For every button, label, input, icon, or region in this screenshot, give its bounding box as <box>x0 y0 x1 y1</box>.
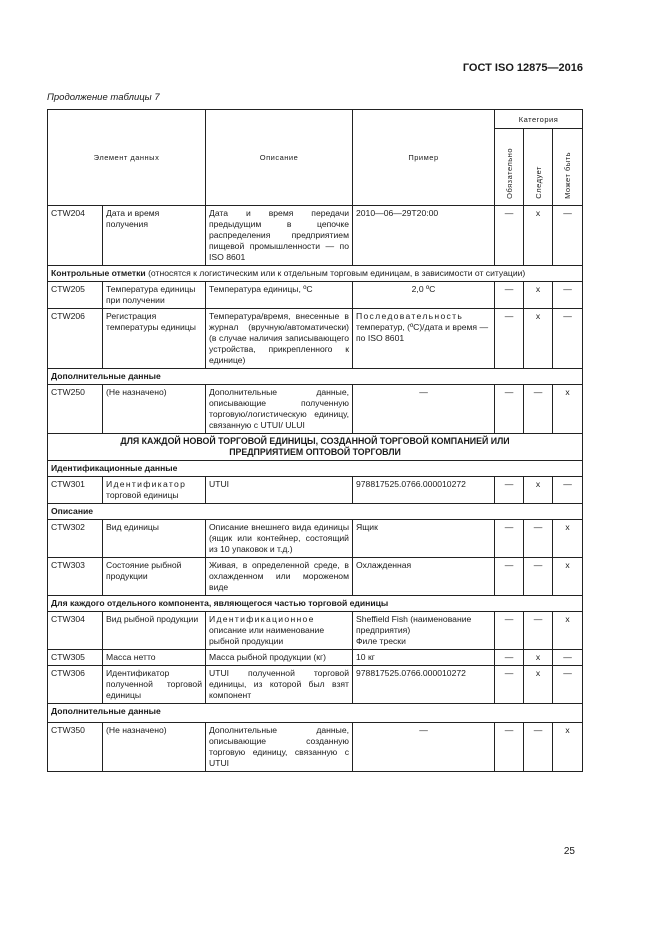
section-title: Для каждого отдельного компонента, являющегося частью торговой единицы <box>48 596 583 612</box>
cell-optional: х <box>553 723 583 772</box>
example-line: Sheffield Fish (наименование предприятия) <box>356 614 472 635</box>
cell-example: — <box>353 723 495 772</box>
cell-should: х <box>524 666 553 704</box>
cell-description: UTUI <box>206 477 353 504</box>
cell-example: 2010—06—29T20:00 <box>353 206 495 266</box>
header-description: Описание <box>206 110 353 206</box>
section-row-identification <box>48 461 583 477</box>
example-part: Последовательность <box>356 311 464 321</box>
cell-example <box>353 612 495 650</box>
cell-optional: х <box>553 612 583 650</box>
description-part: описание или наименование рыбной продукции <box>209 625 325 646</box>
cell-description: Дополнительные данные, описывающие созданную торговую единицу, связанную с UTUI <box>206 723 353 772</box>
description-part: Идентификационное <box>209 614 315 624</box>
cell-description: Температура/время, внесенные в журнал (вручную/автоматически) (в случае наличия записывающего устройства, прикрепленного к единице) <box>206 309 353 369</box>
cell-description: Дата и время передачи предыдущим в цепочке распределения предприятием пищевой промышленности — по ISO 8601 <box>206 206 353 266</box>
section-title: Дополнительные данные <box>48 369 583 385</box>
cell-code: CTW250 <box>48 385 103 434</box>
section-note: (относятся к логистическим или к отдельным торговым единицам, в зависимости от ситуации) <box>145 268 526 278</box>
cell-optional: х <box>553 520 583 558</box>
cell-optional: — <box>553 650 583 666</box>
cell-name: Дата и время получения <box>103 206 206 266</box>
cell-should: — <box>524 723 553 772</box>
cell-name <box>103 477 206 504</box>
cell-optional: — <box>553 477 583 504</box>
cell-mandatory: — <box>495 558 524 596</box>
section-row-additional-data <box>48 369 583 385</box>
cell-name: Вид единицы <box>103 520 206 558</box>
cell-description: Живая, в определенной среде, в охлажденном или мороженом виде <box>206 558 353 596</box>
cell-description: UTUI полученной торговой единицы, из которой был взят компонент <box>206 666 353 704</box>
cell-name: Регистрация температуры единицы <box>103 309 206 369</box>
name-part: Идентификатор <box>106 479 187 489</box>
table-continuation-caption: Продолжение таблицы 7 <box>47 92 160 103</box>
cell-optional: — <box>553 206 583 266</box>
example-part: температур, (ºС)/дата и время — по ISO 8601 <box>356 322 489 343</box>
cell-code: CTW304 <box>48 612 103 650</box>
cell-should: х <box>524 206 553 266</box>
cell-example: 978817525.0766.000010272 <box>353 666 495 704</box>
table-row <box>48 520 583 558</box>
page-number: 25 <box>563 846 575 857</box>
cell-name: Идентификатор полученной торговой единицы <box>103 666 206 704</box>
cell-should: х <box>524 309 553 369</box>
cell-name: Состояние рыбной продукции <box>103 558 206 596</box>
cell-should: — <box>524 520 553 558</box>
cell-description: Температура единицы, ºС <box>206 282 353 309</box>
cell-mandatory: — <box>495 206 524 266</box>
cell-description: Описание внешнего вида единицы (ящик или контейнер, состоящий из 10 упаковок и т.д.) <box>206 520 353 558</box>
cell-should: х <box>524 477 553 504</box>
section-row-description <box>48 504 583 520</box>
table-row <box>48 282 583 309</box>
table-row <box>48 477 583 504</box>
header-row <box>48 110 583 129</box>
cell-optional: — <box>553 309 583 369</box>
section-row-control-marks <box>48 266 583 282</box>
cell-mandatory: — <box>495 282 524 309</box>
cell-example: Ящик <box>353 520 495 558</box>
table-row <box>48 385 583 434</box>
section-row-component <box>48 596 583 612</box>
table-row <box>48 558 583 596</box>
cell-mandatory: — <box>495 723 524 772</box>
header-category: Категория <box>495 110 583 129</box>
cell-code: CTW302 <box>48 520 103 558</box>
header-mandatory: Обязательно <box>495 129 524 206</box>
cell-optional: х <box>553 558 583 596</box>
section-row-new-trade-unit <box>48 434 583 461</box>
cell-optional: — <box>553 282 583 309</box>
example-line: Филе трески <box>356 636 406 646</box>
section-title: Описание <box>48 504 583 520</box>
cell-code: CTW303 <box>48 558 103 596</box>
cell-code: CTW350 <box>48 723 103 772</box>
data-elements-table <box>47 109 583 772</box>
cell-name: (Не назначено) <box>103 385 206 434</box>
cell-code: CTW206 <box>48 309 103 369</box>
cell-should: х <box>524 282 553 309</box>
cell-code: CTW305 <box>48 650 103 666</box>
cell-mandatory: — <box>495 385 524 434</box>
cell-name: (Не назначено) <box>103 723 206 772</box>
cell-should: — <box>524 385 553 434</box>
cell-mandatory: — <box>495 477 524 504</box>
name-part: торговой единицы <box>106 490 179 500</box>
section-title: Идентификационные данные <box>48 461 583 477</box>
section-title: Контрольные отметки <box>51 268 146 278</box>
cell-description <box>206 612 353 650</box>
cell-code: CTW306 <box>48 666 103 704</box>
cell-should: х <box>524 650 553 666</box>
cell-mandatory: — <box>495 520 524 558</box>
header-optional: Может быть <box>553 129 583 206</box>
cell-mandatory: — <box>495 309 524 369</box>
section-title: ДЛЯ КАЖДОЙ НОВОЙ ТОРГОВОЙ ЕДИНИЦЫ, СОЗДАННОЙ ТОРГОВОЙ КОМПАНИЕЙ ИЛИ ПРЕДПРИЯТИЕМ ОПТОВОЙ ТОРГОВЛИ <box>48 434 583 461</box>
cell-code: CTW301 <box>48 477 103 504</box>
section-title: Дополнительные данные <box>48 704 583 723</box>
table-row <box>48 612 583 650</box>
header-element: Элемент данных <box>48 110 206 206</box>
cell-optional: х <box>553 385 583 434</box>
cell-optional: — <box>553 666 583 704</box>
table-row <box>48 666 583 704</box>
table-row <box>48 723 583 772</box>
table-row <box>48 206 583 266</box>
header-example: Пример <box>353 110 495 206</box>
cell-description: Масса рыбной продукции (кг) <box>206 650 353 666</box>
cell-example: Охлажденная <box>353 558 495 596</box>
cell-name: Температура единицы при получении <box>103 282 206 309</box>
standard-title: ГОСТ ISO 12875—2016 <box>462 62 583 74</box>
cell-example: 2,0 ºС <box>353 282 495 309</box>
table-row <box>48 309 583 369</box>
cell-mandatory: — <box>495 650 524 666</box>
cell-should: — <box>524 558 553 596</box>
cell-name: Масса нетто <box>103 650 206 666</box>
cell-mandatory: — <box>495 666 524 704</box>
cell-description: Дополнительные данные, описывающие полученную торговую/логистическую единицу, связанную с UTUI/ ULUI <box>206 385 353 434</box>
section-row-additional-data <box>48 704 583 723</box>
cell-code: CTW204 <box>48 206 103 266</box>
header-should: Следует <box>524 129 553 206</box>
cell-example <box>353 309 495 369</box>
cell-mandatory: — <box>495 612 524 650</box>
cell-code: CTW205 <box>48 282 103 309</box>
cell-example: 10 кг <box>353 650 495 666</box>
cell-example: — <box>353 385 495 434</box>
cell-example: 978817525.0766.000010272 <box>353 477 495 504</box>
cell-should: — <box>524 612 553 650</box>
cell-name: Вид рыбной продукции <box>103 612 206 650</box>
table-row <box>48 650 583 666</box>
